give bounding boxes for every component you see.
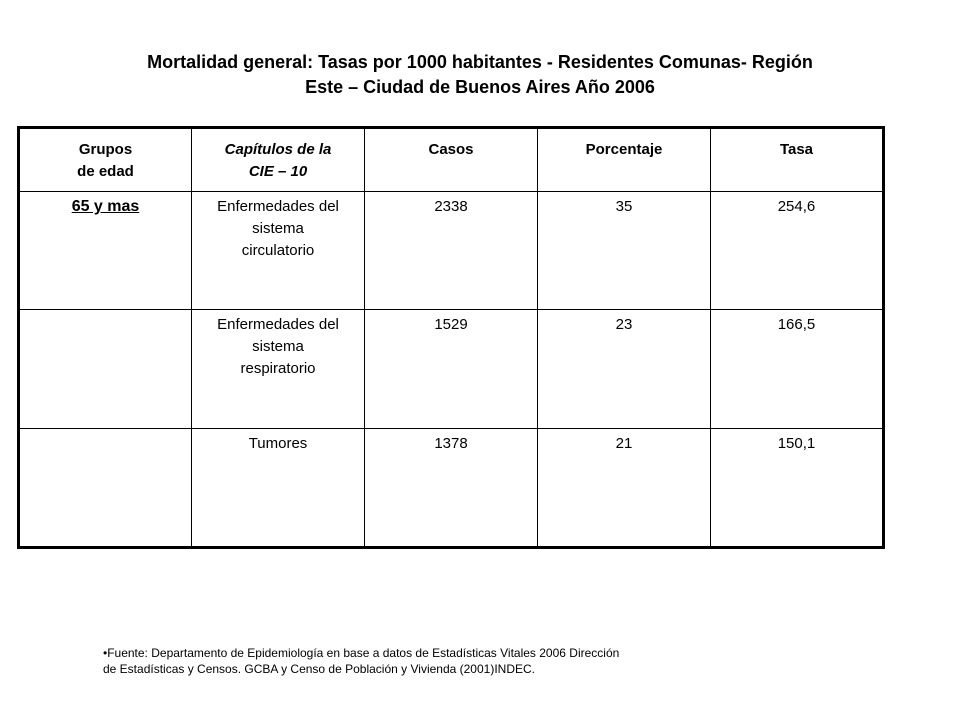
header-casos: Casos — [365, 128, 538, 192]
title-line-1: Mortalidad general: Tasas por 1000 habitantes - Residentes Comunas- Región — [147, 52, 813, 72]
chapter-line: Tumores — [248, 435, 308, 453]
header-capitulos-line-2: CIE – 10 — [248, 163, 308, 180]
header-capitulos — [192, 128, 365, 192]
chapter-cell — [192, 429, 365, 548]
table-row — [19, 310, 884, 429]
age-group-cell — [19, 310, 192, 429]
page-title — [60, 50, 900, 100]
header-grupos-line-1: Grupos — [78, 141, 133, 158]
chapter-line: Enfermedades del — [217, 316, 339, 334]
header-porcentaje: Porcentaje — [538, 128, 711, 192]
tasa-cell: 166,5 — [711, 310, 884, 429]
porcentaje-cell: 35 — [538, 192, 711, 310]
header-tasa: Tasa — [711, 128, 884, 192]
casos-cell: 1529 — [365, 310, 538, 429]
chapter-cell — [192, 192, 365, 310]
age-group-label: 65 y mas — [71, 198, 140, 216]
header-grupos-line-2: de edad — [77, 163, 134, 180]
age-group-cell — [19, 192, 192, 310]
porcentaje-cell: 21 — [538, 429, 711, 548]
table-header-row — [19, 128, 884, 192]
chapter-line: sistema — [252, 338, 304, 356]
chapter-line: circulatorio — [241, 242, 315, 260]
table-row — [19, 429, 884, 548]
footnote-line-1: •Fuente: Departamento de Epidemiología en base a datos de Estadísticas Vitales 2006 Dirección — [103, 646, 620, 660]
casos-cell: 2338 — [365, 192, 538, 310]
chapter-cell — [192, 310, 365, 429]
table-row — [19, 192, 884, 310]
age-group-cell — [19, 429, 192, 548]
header-grupos — [19, 128, 192, 192]
chapter-line: sistema — [252, 220, 304, 238]
casos-cell: 1378 — [365, 429, 538, 548]
chapter-line: respiratorio — [240, 360, 316, 378]
header-capitulos-line-1: Capítulos de la — [224, 141, 332, 158]
porcentaje-cell: 23 — [538, 310, 711, 429]
title-line-2: Este – Ciudad de Buenos Aires Año 2006 — [305, 77, 655, 97]
tasa-cell: 254,6 — [711, 192, 884, 310]
footnote-line-2: de Estadísticas y Censos. GCBA y Censo de Población y Vivienda (2001)INDEC. — [103, 662, 535, 676]
source-footnote — [103, 645, 703, 677]
mortality-table — [17, 126, 885, 549]
tasa-cell: 150,1 — [711, 429, 884, 548]
chapter-line: Enfermedades del — [217, 198, 339, 216]
